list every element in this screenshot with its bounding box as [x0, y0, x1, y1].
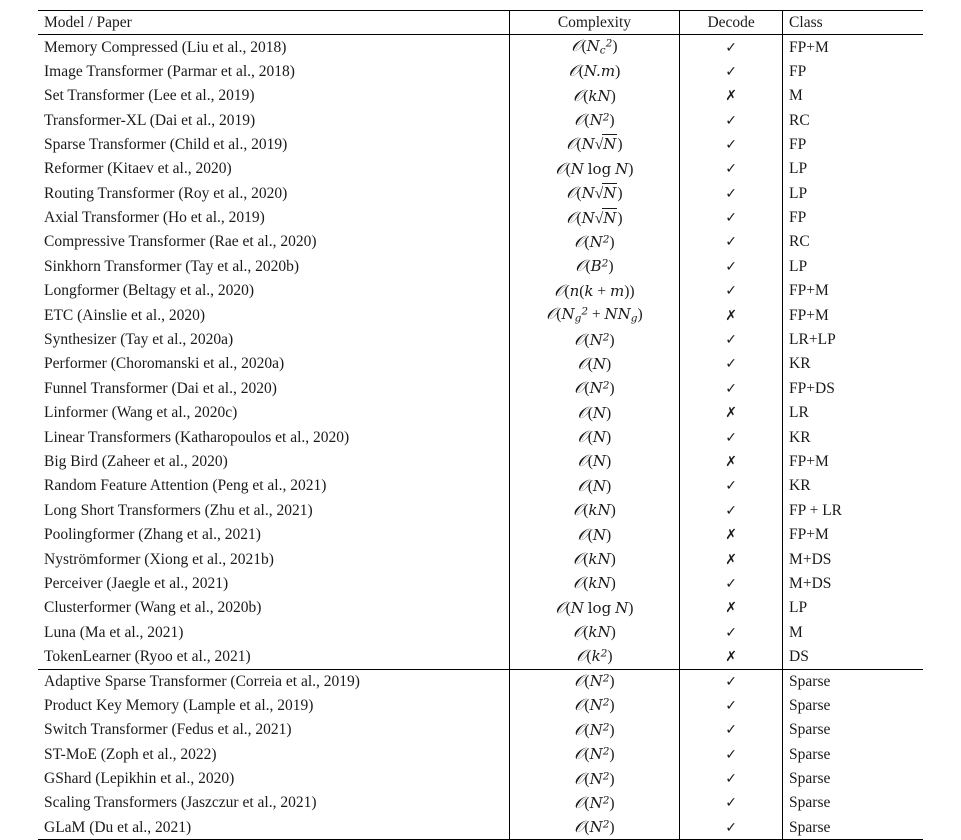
table-row — [38, 815, 923, 839]
table-row — [38, 279, 923, 303]
cell-class: M+DS — [789, 574, 832, 592]
cell-complexity: 𝒪(N) — [509, 450, 680, 474]
table-row — [38, 547, 923, 571]
cell-class: Sparse — [783, 669, 923, 693]
cell-model: Longformer (Beltagy et al., 2020) — [44, 282, 255, 300]
cell-class: LR+LP — [789, 331, 836, 349]
cell-class: LP — [789, 599, 808, 617]
table-row — [38, 474, 923, 498]
cell-class: FP+M — [789, 38, 829, 56]
cell-complexity: 𝒪(N) — [509, 474, 680, 498]
cell-model: Sinkhorn Transformer (Tay et al., 2020b) — [44, 257, 300, 275]
cell-class: FP+M — [789, 306, 829, 324]
cell-class: KR — [789, 477, 811, 495]
cell-decode-check-icon: ✓ — [680, 620, 783, 644]
cell-decode-check-icon: ✓ — [680, 132, 783, 156]
cell-class: Sparse — [789, 745, 831, 763]
cell-class: KR — [789, 428, 811, 446]
cell-model: Poolingformer (Zhang et al., 2021) — [44, 526, 261, 544]
cell-model: Funnel Transformer (Dai et al., 2020) — [44, 379, 277, 397]
cell-model: Perceiver (Jaegle et al., 2021) — [44, 574, 229, 592]
cell-model: Memory Compressed (Liu et al., 2018) — [44, 38, 287, 56]
cell-decode-cross-icon: ✗ — [680, 303, 783, 327]
table-row — [38, 352, 923, 376]
table-row — [38, 645, 923, 669]
table-row — [38, 571, 923, 595]
cell-decode-check-icon: ✓ — [680, 571, 783, 595]
table-row — [38, 230, 923, 254]
cell-model: Luna (Ma et al., 2021) — [44, 623, 184, 641]
table-row — [38, 132, 923, 156]
cell-model: GLaM (Du et al., 2021) — [38, 815, 509, 839]
table-row — [38, 181, 923, 205]
table-row — [38, 254, 923, 278]
table-body — [38, 35, 923, 840]
cell-complexity: 𝒪(N√N) — [509, 132, 680, 156]
cell-class: RC — [789, 111, 810, 129]
cell-model: Synthesizer (Tay et al., 2020a) — [44, 331, 234, 349]
cell-class: FP + LR — [789, 501, 843, 519]
cell-decode-check-icon: ✓ — [680, 108, 783, 132]
table-row — [38, 669, 923, 693]
cell-decode-cross-icon: ✗ — [680, 450, 783, 474]
cell-model: Compressive Transformer (Rae et al., 2020) — [44, 233, 317, 251]
models-comparison-table — [38, 10, 923, 840]
cell-complexity: 𝒪(n(k + m)) — [509, 279, 680, 303]
cell-decode-check-icon: ✓ — [680, 181, 783, 205]
cell-class: Sparse — [789, 794, 831, 812]
cell-complexity: $𝒪(N^2)$ — [509, 718, 680, 742]
cell-model: Switch Transformer (Fedus et al., 2021) — [44, 721, 292, 739]
cell-model: Nyströmformer (Xiong et al., 2021b) — [44, 550, 274, 568]
cell-decode-check-icon: ✓ — [680, 279, 783, 303]
cell-class: Sparse — [789, 770, 831, 788]
cell-model: Random Feature Attention (Peng et al., 2021) — [44, 477, 327, 495]
cell-decode-check-icon: ✓ — [680, 669, 783, 693]
cell-model: Axial Transformer (Ho et al., 2019) — [44, 209, 265, 227]
cell-class: FP+M — [789, 452, 829, 470]
table-row — [38, 35, 923, 59]
table-row — [38, 767, 923, 791]
cell-class: Sparse — [789, 696, 831, 714]
table-row — [38, 620, 923, 644]
table-row — [38, 425, 923, 449]
cell-class: FP+M — [789, 282, 829, 300]
column-header-complexity: Complexity — [509, 11, 680, 35]
cell-complexity: 𝒪(N√N) — [509, 181, 680, 205]
table-head — [38, 11, 923, 35]
cell-class: RC — [789, 233, 810, 251]
cell-class: FP — [789, 135, 807, 153]
cell-decode-check-icon: ✓ — [680, 157, 783, 181]
table-header-row — [38, 11, 923, 35]
cell-model: Sparse Transformer (Child et al., 2019) — [44, 135, 288, 153]
table-row — [38, 693, 923, 717]
cell-decode-check-icon: ✓ — [680, 352, 783, 376]
cell-complexity: 𝒪(N) — [509, 425, 680, 449]
cell-complexity: $𝒪(N^2)$ — [509, 791, 680, 815]
cell-class: Sparse — [783, 815, 923, 839]
cell-decode-cross-icon: ✗ — [680, 401, 783, 425]
cell-class: FP+M — [789, 526, 829, 544]
table-row — [38, 498, 923, 522]
cell-model: Adaptive Sparse Transformer (Correia et al., 2019) — [38, 669, 509, 693]
cell-complexity: $𝒪(N^2)$ — [509, 376, 680, 400]
cell-decode-check-icon: ✓ — [680, 35, 783, 59]
cell-complexity: 𝒪(kN) — [509, 498, 680, 522]
cell-model: Routing Transformer (Roy et al., 2020) — [44, 184, 288, 202]
cell-complexity: $𝒪(N^2)$ — [509, 669, 680, 693]
cell-class: M+DS — [789, 550, 832, 568]
cell-decode-cross-icon: ✗ — [680, 523, 783, 547]
table-row — [38, 84, 923, 108]
cell-complexity: $𝒪(N^2)$ — [509, 815, 680, 839]
cell-class: Sparse — [789, 721, 831, 739]
table-row — [38, 596, 923, 620]
cell-decode-check-icon: ✓ — [680, 718, 783, 742]
table-row — [38, 523, 923, 547]
cell-model: Product Key Memory (Lample et al., 2019) — [44, 696, 314, 714]
cell-complexity: $𝒪(B^2)$ — [509, 254, 680, 278]
cell-complexity: $𝒪(N^2)$ — [509, 108, 680, 132]
cell-decode-check-icon: ✓ — [680, 206, 783, 230]
cell-model: Image Transformer (Parmar et al., 2018) — [44, 62, 295, 80]
table-row — [38, 376, 923, 400]
column-header-model: Model / Paper — [38, 11, 509, 35]
cell-model: Transformer-XL (Dai et al., 2019) — [44, 111, 256, 129]
table-row — [38, 206, 923, 230]
cell-complexity: 𝒪(N.m) — [509, 59, 680, 83]
cell-decode-check-icon: ✓ — [680, 693, 783, 717]
cell-model: Performer (Choromanski et al., 2020a) — [44, 355, 285, 373]
cell-decode-check-icon: ✓ — [680, 425, 783, 449]
cell-complexity: 𝒪(kN) — [509, 571, 680, 595]
cell-class: FP+DS — [789, 379, 835, 397]
cell-decode-cross-icon: ✗ — [680, 84, 783, 108]
cell-class: DS — [789, 647, 809, 665]
cell-model: Reformer (Kitaev et al., 2020) — [44, 160, 232, 178]
cell-class: FP — [789, 209, 807, 227]
table-row — [38, 718, 923, 742]
cell-decode-cross-icon: ✗ — [680, 645, 783, 669]
table-row — [38, 401, 923, 425]
cell-decode-check-icon: ✓ — [680, 815, 783, 839]
cell-decode-check-icon: ✓ — [680, 230, 783, 254]
cell-model: Linformer (Wang et al., 2020c) — [44, 404, 238, 422]
cell-complexity: 𝒪(kN) — [509, 547, 680, 571]
column-header-class: Class — [783, 11, 923, 35]
column-header-decode: Decode — [680, 11, 783, 35]
table-row — [38, 328, 923, 352]
cell-decode-check-icon: ✓ — [680, 328, 783, 352]
cell-complexity: $𝒪(N^2)$ — [509, 230, 680, 254]
cell-class: M — [789, 623, 803, 641]
cell-decode-cross-icon: ✗ — [680, 547, 783, 571]
cell-decode-cross-icon: ✗ — [680, 596, 783, 620]
table-row — [38, 450, 923, 474]
cell-decode-check-icon: ✓ — [680, 254, 783, 278]
cell-complexity: 𝒪(N√N) — [509, 206, 680, 230]
cell-model: GShard (Lepikhin et al., 2020) — [44, 770, 235, 788]
cell-complexity: 𝒪(N log N) — [509, 596, 680, 620]
cell-complexity: $𝒪(N_c^2)$ — [509, 35, 680, 59]
cell-decode-check-icon: ✓ — [680, 767, 783, 791]
cell-complexity: $𝒪(N^2)$ — [509, 767, 680, 791]
cell-class: M — [789, 87, 803, 105]
cell-model: ST-MoE (Zoph et al., 2022) — [44, 745, 217, 763]
table-row — [38, 108, 923, 132]
cell-complexity: 𝒪(kN) — [509, 84, 680, 108]
cell-complexity: $𝒪(N^2)$ — [509, 328, 680, 352]
cell-decode-check-icon: ✓ — [680, 474, 783, 498]
cell-model: Big Bird (Zaheer et al., 2020) — [44, 452, 228, 470]
cell-class: LR — [789, 404, 809, 422]
cell-complexity: 𝒪(N) — [509, 523, 680, 547]
cell-decode-check-icon: ✓ — [680, 376, 783, 400]
table-row — [38, 742, 923, 766]
cell-model: Long Short Transformers (Zhu et al., 2021) — [44, 501, 313, 519]
cell-model: ETC (Ainslie et al., 2020) — [44, 306, 205, 324]
cell-model: Clusterformer (Wang et al., 2020b) — [44, 599, 262, 617]
cell-complexity: $𝒪(N^2)$ — [509, 742, 680, 766]
cell-complexity: $𝒪(N^2)$ — [509, 693, 680, 717]
cell-decode-check-icon: ✓ — [680, 498, 783, 522]
cell-complexity: $𝒪(k^2)$ — [509, 645, 680, 669]
cell-complexity: 𝒪(N) — [509, 352, 680, 376]
cell-complexity: 𝒪(N) — [509, 401, 680, 425]
table-row — [38, 791, 923, 815]
table-row — [38, 303, 923, 327]
table-row — [38, 157, 923, 181]
cell-model: Set Transformer (Lee et al., 2019) — [44, 87, 255, 105]
cell-complexity: 𝒪(kN) — [509, 620, 680, 644]
cell-complexity: $𝒪(N_g^2 + NN_g)$ — [509, 303, 680, 327]
cell-decode-check-icon: ✓ — [680, 791, 783, 815]
table-row — [38, 59, 923, 83]
cell-class: LP — [789, 160, 808, 178]
cell-model: Linear Transformers (Katharopoulos et al., 2020) — [44, 428, 350, 446]
cell-complexity: 𝒪(N log N) — [509, 157, 680, 181]
cell-decode-check-icon: ✓ — [680, 59, 783, 83]
cell-model: Scaling Transformers (Jaszczur et al., 2021) — [44, 794, 317, 812]
cell-model: TokenLearner (Ryoo et al., 2021) — [44, 647, 251, 665]
cell-decode-check-icon: ✓ — [680, 742, 783, 766]
cell-class: FP — [789, 62, 807, 80]
cell-class: LP — [789, 184, 808, 202]
cell-class: KR — [789, 355, 811, 373]
cell-class: LP — [789, 257, 808, 275]
